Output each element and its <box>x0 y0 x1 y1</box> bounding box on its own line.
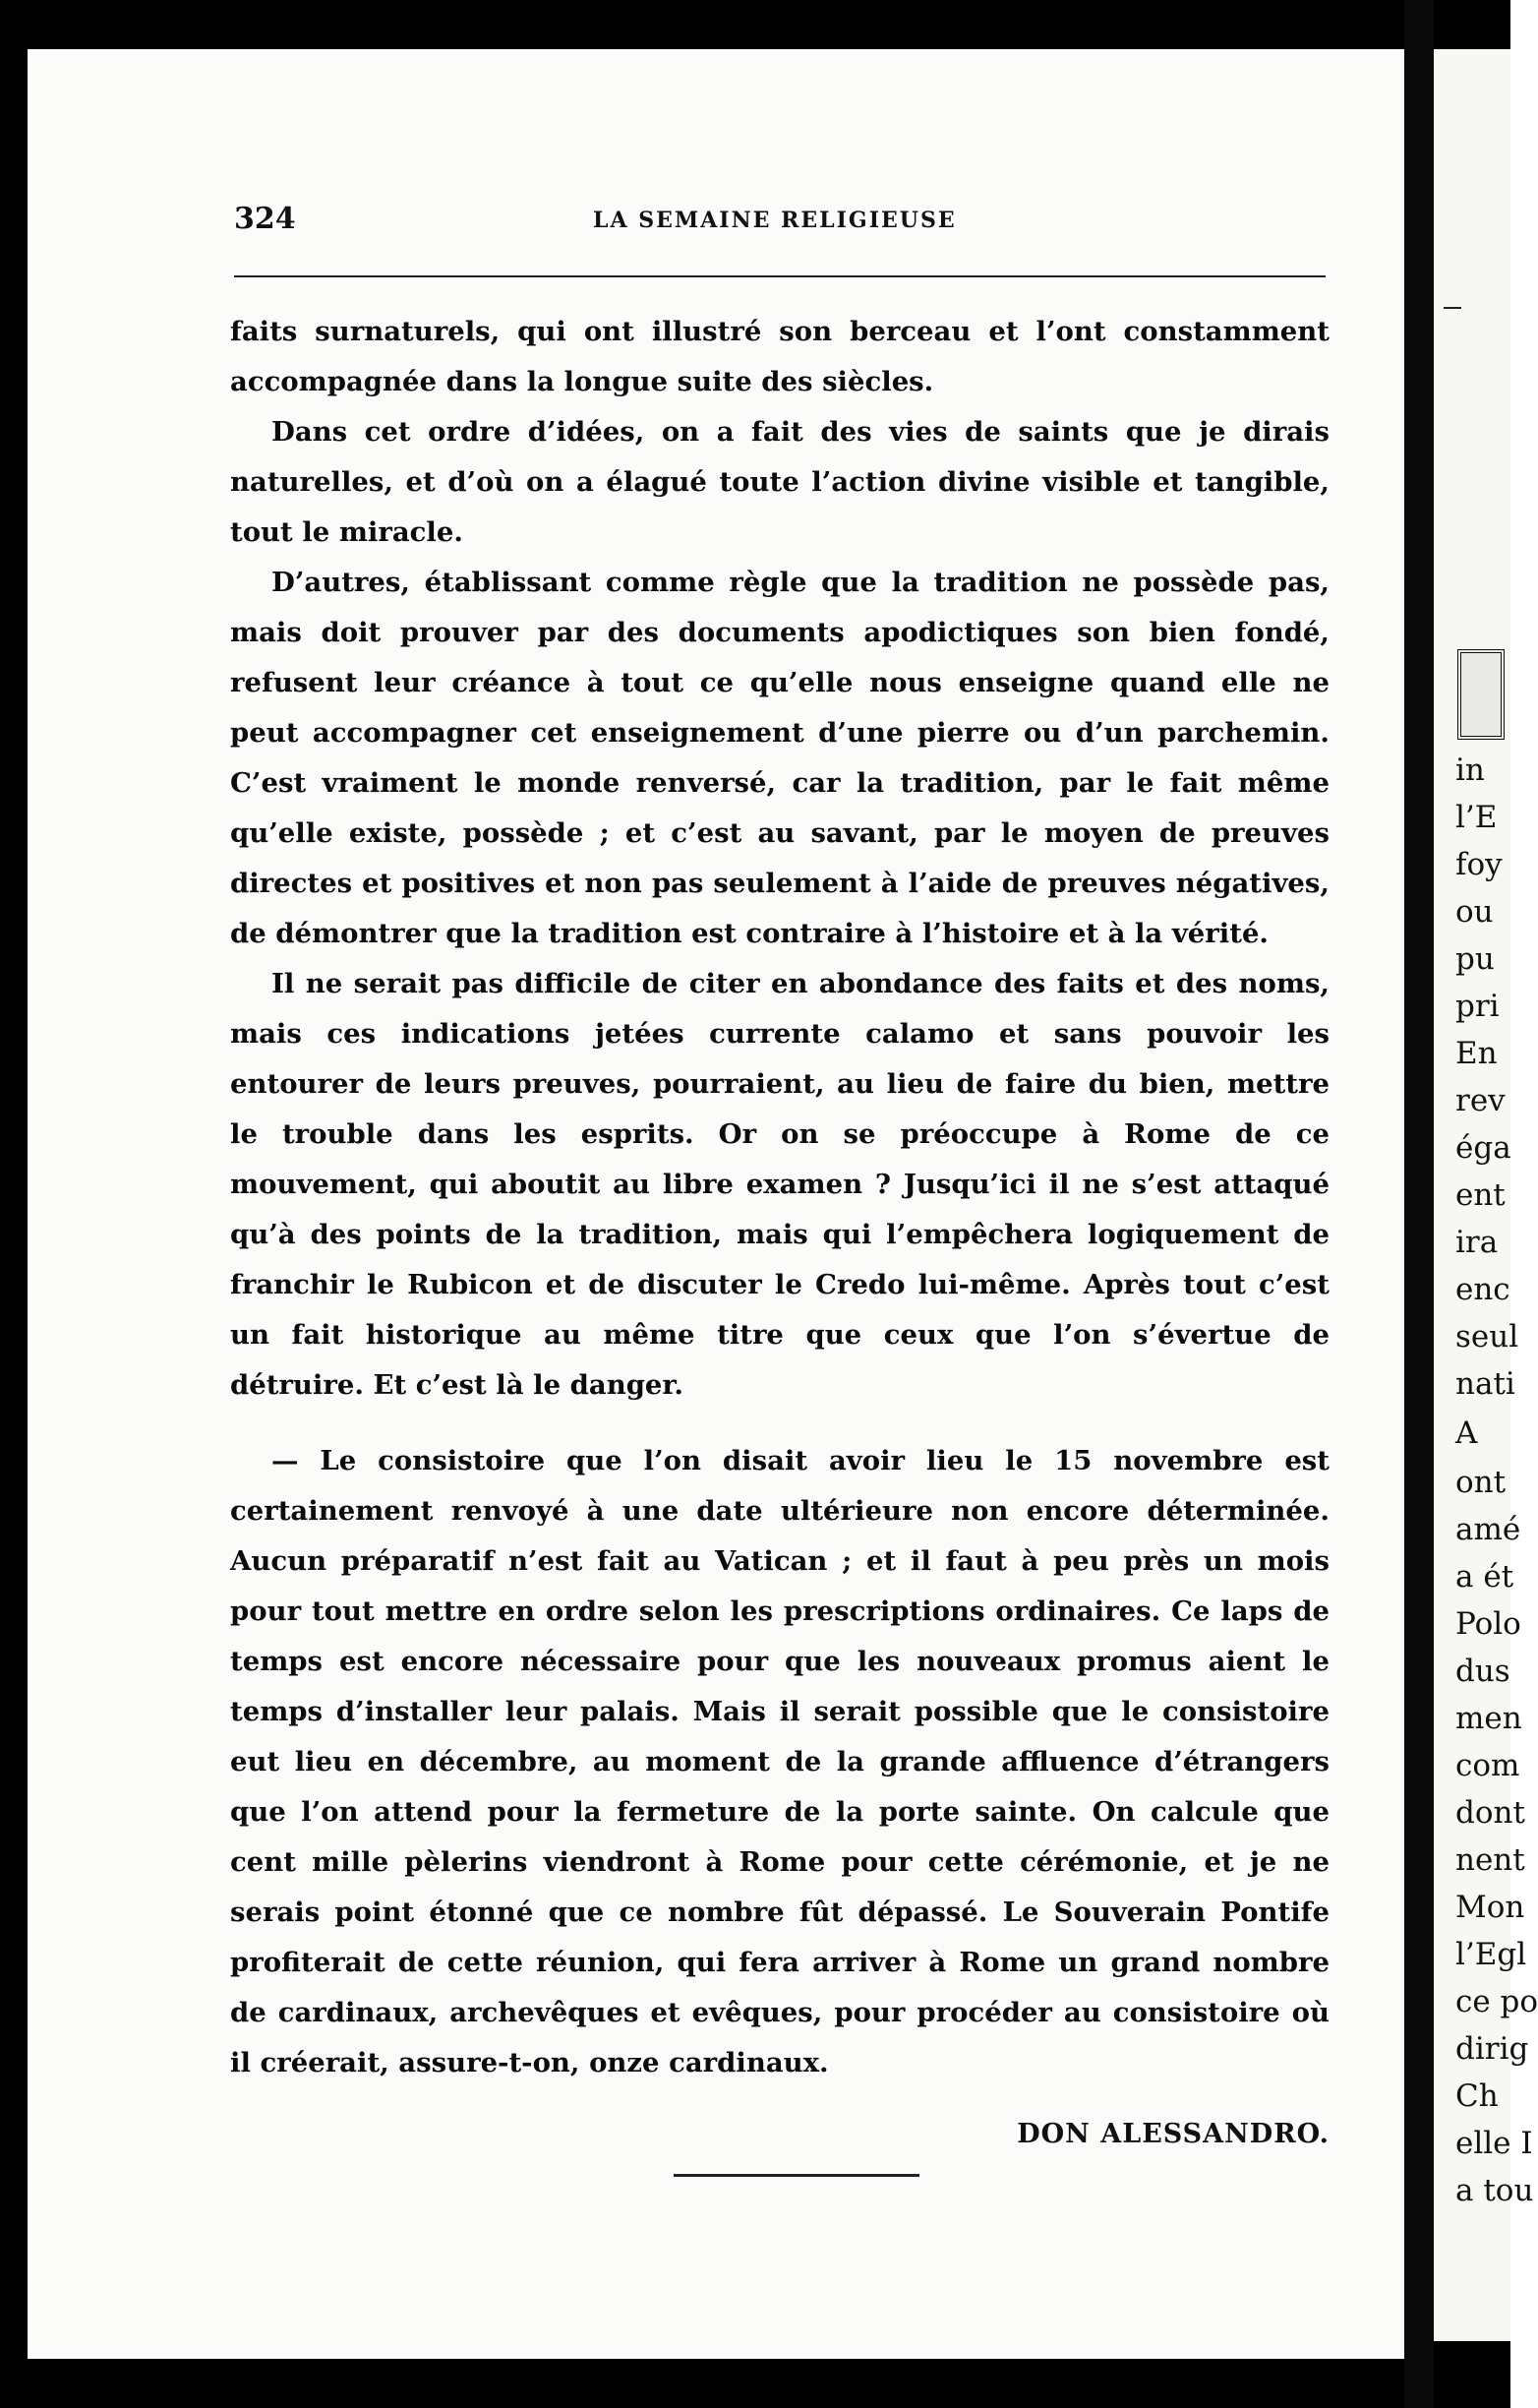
facing-line-fragment: com <box>1455 1748 1520 1783</box>
paragraph-3: D’autres, établissant comme règle que la tradition ne possède pas, mais doit prouver par des documents apodictiques son bien fondé, refusent leur créance à tout ce qu’elle nous enseigne quand elle ne peut accompagner cet enseignement d’une pierre ou d’un parchemin. C’est vraiment le monde renversé, car la tradition, par le fait même qu’elle existe, possède ; et c’est au savant, par le moyen de preuves directes et positives et non pas seulement à l’aide de preuves négatives, de démontrer que la tradition est contraire à l’histoire et à la vérité. <box>230 567 1330 949</box>
header-rule <box>234 275 1326 277</box>
facing-line-fragment: l’E <box>1455 800 1498 835</box>
facing-line-fragment: En <box>1455 1036 1498 1071</box>
facing-line-fragment: in <box>1455 752 1485 788</box>
facing-line-fragment: foy <box>1455 847 1503 882</box>
facing-line-fragment: Ch <box>1455 2078 1499 2114</box>
facing-line-fragment: dus <box>1455 1654 1510 1689</box>
article-body <box>230 307 1330 2088</box>
page-number: 324 <box>234 202 296 236</box>
facing-line-fragment: l’Egl <box>1455 1937 1527 1972</box>
facing-line-fragment: dirig <box>1455 2031 1529 2067</box>
facing-line-fragment: rev <box>1455 1083 1506 1118</box>
facing-line-fragment: éga <box>1455 1130 1511 1166</box>
paragraph-1: faits surnaturels, qui ont illustré son berceau et l’ont constamment accompagnée dans la longue suite des siècles. <box>230 316 1330 397</box>
book-gutter <box>1404 0 1434 2408</box>
facing-line-fragment: a ét <box>1455 1559 1514 1595</box>
facing-line-fragment: Polo <box>1455 1606 1521 1642</box>
facing-line-fragment: ent <box>1455 1177 1506 1213</box>
facing-line-fragment: dont <box>1455 1795 1525 1831</box>
facing-line-fragment: nent <box>1455 1842 1525 1878</box>
facing-line-fragment: elle I <box>1455 2126 1533 2161</box>
paragraph-2: Dans cet ordre d’idées, on a fait des vies de saints que je dirais naturelles, et d’où on a élagué toute l’action divine visible et tangible, tout le miracle. <box>230 416 1330 548</box>
paragraph-consistoire: — Le consistoire que l’on disait avoir lieu le 15 novembre est certainement renvoyé à une date ultérieure non encore déterminée. Aucun préparatif n’est fait au Vatican ; et il faut à peu près un mois pour tout mettre en ordre selon les prescriptions ordinaires. Ce laps de temps est encore nécessaire pour que les nouveaux promus aient le temps d’installer leur palais. Mais il serait possible que le consistoire eut lieu en décembre, au moment de la grande affluence d’étrangers que l’on attend pour la fermeture de la porte sainte. On calcule que cent mille pèlerins viendront à Rome pour cette cérémonie, et je ne serais point étonné que ce nombre fût dépassé. Le Souverain Pontife profiterait de cette réunion, qui fera arriver à Rome un grand nombre de cardinaux, archevêques et evêques, pour procéder au consistoire où il créerait, assure-t-on, onze cardinaux. <box>230 1445 1330 2078</box>
facing-line-fragment: A <box>1455 1415 1478 1451</box>
running-title: LA SEMAINE RELIGIEUSE <box>593 208 957 233</box>
paragraph-4: Il ne serait pas difficile de citer en abondance des faits et des noms, mais ces indications jetées currente calamo et sans pouvoir les entourer de leurs preuves, pourraient, au lieu de faire du bien, mettre le trouble dans les esprits. Or on se préoccupe à Rome de ce mouvement, qui aboutit au libre examen ? Jusqu’ici il ne s’est attaqué qu’à des points de la tradition, mais qui l’empêchera logiquement de franchir le Rubicon et de discuter le Credo lui-même. Après tout c’est un fait historique au même titre que ceux que l’on s’évertue de détruire. Et c’est là le danger. <box>230 968 1330 1401</box>
signature: DON ALESSANDRO. <box>1017 2119 1330 2149</box>
facing-line-fragment: ce po <box>1455 1984 1538 2019</box>
facing-line-fragment: men <box>1455 1701 1522 1736</box>
facing-line-fragment: amé <box>1455 1512 1521 1547</box>
drop-cap-ornament <box>1457 649 1505 740</box>
page-header <box>234 202 1326 241</box>
facing-line-fragment: seul <box>1455 1319 1519 1354</box>
facing-header-dash <box>1444 307 1461 309</box>
facing-line-fragment: ou <box>1455 894 1494 930</box>
facing-line-fragment: a tou <box>1455 2173 1534 2208</box>
facing-line-fragment: Mon <box>1455 1890 1525 1925</box>
facing-line-fragment: ont <box>1455 1465 1507 1500</box>
facing-line-fragment: pri <box>1455 989 1500 1024</box>
facing-line-fragment: ira <box>1455 1225 1499 1260</box>
page-right-partial <box>1434 49 1538 2341</box>
facing-line-fragment: pu <box>1455 941 1495 977</box>
facing-line-fragment: nati <box>1455 1366 1515 1402</box>
facing-line-fragment: enc <box>1455 1272 1510 1307</box>
